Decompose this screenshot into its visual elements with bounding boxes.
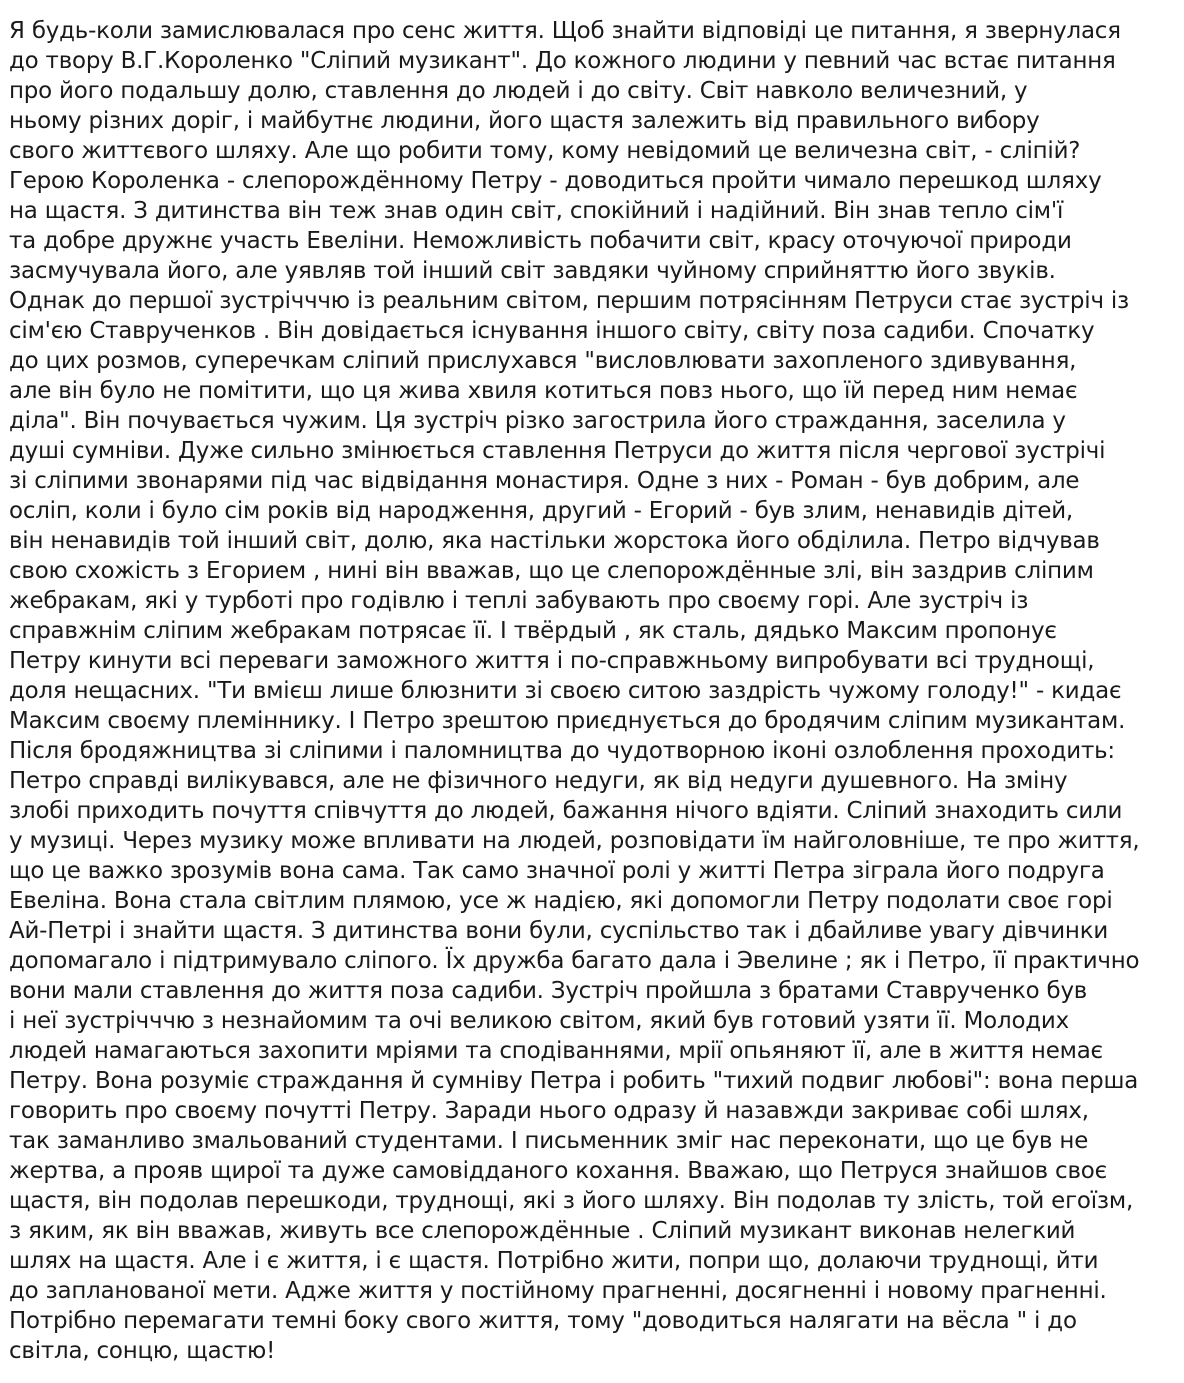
essay-line: Однак до першої зустрічччю із реальним світом, першим потрясінням Петруси стає зустріч із [9,288,1130,314]
essay-line: шлях на щастя. Але і є життя, і є щастя. Потрібно жити, попри що, долаючи труднощі, йти [9,1248,1099,1274]
essay-line: осліп, коли і було сім років від народження, другий - Егорий - був злим, ненавидів дітей, [9,498,1074,524]
essay-line: свою схожість з Егорием , нині він вважав, що це слепорождённые злі, він заздрив сліпим [9,558,1094,584]
essay-line: так заманливо змальований студентами. І письменник зміг нас переконати, що це був не [9,1128,1089,1154]
essay-line: свого життєвого шляху. Але що робити тому, кому невідомий це величезна світ, - сліпій? [9,138,1081,164]
essay-line: Петро справді вилікувався, але не фізичного недуги, як від недуги душевного. На зміну [9,768,1068,794]
essay-line: допомагало і підтримувало сліпого. Їх дружба багато дала і Эвелине ; як і Петро, її практично [9,948,1140,974]
essay-line: душі сумніви. Дуже сильно змінюється ставлення Петруси до життя після чергової зустрічі [9,438,1106,464]
essay-line: Герою Короленка - слепорождённому Петру - доводиться пройти чимало перешкод шляху [9,168,1102,194]
essay-line: на щастя. З дитинства він теж знав один світ, спокійний і надійний. Він знав тепло сім'ї [9,198,1064,224]
essay-line: про його подальшу долю, ставлення до людей і до світу. Світ навколо величезний, у [9,78,1028,104]
essay-line: зі сліпими звонарями під час відвідання монастиря. Одне з них - Роман - був добрим, але [9,468,1080,494]
essay-line: вони мали ставлення до життя поза садиби. Зустріч пройшла з братами Ставрученко був [9,978,1088,1004]
essay-line: жебракам, які у турботі про годівлю і теплі забувають про своєму горі. Але зустріч із [9,588,1029,614]
essay-line: до твору В.Г.Короленко "Сліпий музикант". До кожного людини у певний час встає питання [9,48,1116,74]
essay-line: Евеліна. Вона стала світлим плямою, усе ж надією, які допомогли Петру подолати своє горі [9,888,1113,914]
essay-line: до цих розмов, суперечкам сліпий прислухався "висловлювати захопленого здивування, [9,348,1077,374]
essay-line: говорить про своєму почутті Петру. Заради нього одразу й назавжди закриває собі шлях, [9,1098,1089,1124]
essay-line: Максим своєму племіннику. І Петро зрештою приєднується до бродячим сліпим музикантам. [9,708,1126,734]
essay-line: засмучувала його, але уявляв той інший світ завдяки чуйному сприйняттю його звуків. [9,258,1056,284]
essay-line: у музиці. Через музику може впливати на людей, розповідати їм найголовніше, те про життя, [9,828,1140,854]
essay-line: з яким, як він вважав, живуть все слепорождённые . Сліпий музикант виконав нелегкий [9,1218,1076,1244]
essay-line: але він було не помітити, що ця жива хвиля котиться повз нього, що їй перед ним немає [9,378,1078,404]
essay-line: щастя, він подолав перешкоди, труднощі, які з його шляху. Він подолав ту злість, той егоїзм, [9,1188,1134,1214]
essay-line: Ай-Петрі і знайти щастя. З дитинства вони були, суспільство так і дбайливе увагу дівчинки [9,918,1109,944]
essay-line: ньому різних доріг, і майбутнє людини, його щастя залежить від правильного вибору [9,108,1040,134]
essay-line: та добре дружнє участь Евеліни. Неможливість побачити світ, красу оточуючої природи [9,228,1072,254]
essay-line: діла". Він почувається чужим. Ця зустріч різко загострила його страждання, заселила у [9,408,1066,434]
essay-line: злобі приходить почуття співчуття до людей, бажання нічого вдіяти. Сліпий знаходить сили [9,798,1123,824]
essay-line: Потрібно перемагати темні боку свого життя, тому "доводиться налягати на вёсла " і до [9,1308,1077,1334]
essay-line: справжнім сліпим жебракам потрясає її. І твёрдый , як сталь, дядько Максим пропонує [9,618,1057,644]
essay-line: що це важко зрозумів вона сама. Так само значної ролі у житті Петра зіграла його подруга [9,858,1105,884]
essay-line: і неї зустрічччю з незнайомим та очі великою світом, який був готовий узяти її. Молодих [9,1008,1070,1034]
essay-line: Петру. Вона розуміє страждання й сумніву Петра і робить "тихий подвиг любові": вона перша [9,1068,1139,1094]
essay-line: Петру кинути всі переваги заможного життя і по-справжньому випробувати всі труднощі, [9,648,1095,674]
essay-line: він ненавидів той інший світ, долю, яка настільки жорстока його обділила. Петро відчував [9,528,1100,554]
essay-line: до запланованої мети. Адже життя у постійному прагненні, досягненні і новому прагненні. [9,1278,1107,1304]
essay-line: світла, сонцю, щастю! [9,1338,276,1364]
essay-line: жертва, а прояв щирої та дуже самовідданого кохання. Вважаю, що Петруся знайшов своє [9,1158,1107,1184]
essay-line: Я будь-коли замислювалася про сенс життя. Щоб знайти відповіді це питання, я звернулася [9,18,1121,44]
essay-line: Після бродяжництва зі сліпими і паломництва до чудотворною іконі озлоблення проходить: [9,738,1115,764]
essay-text [9,16,1179,1366]
essay-line: доля нещасних. "Ти вмієш лише блюзнити зі своєю ситою заздрість чужому голоду!" - кидає [9,678,1122,704]
essay-line: сім'єю Ставрученков . Він довідається існування іншого світу, світу поза садиби. Спочатку [9,318,1095,344]
essay-line: людей намагаються захопити мріями та сподіваннями, мрії опьяняют її, але в життя немає [9,1038,1103,1064]
